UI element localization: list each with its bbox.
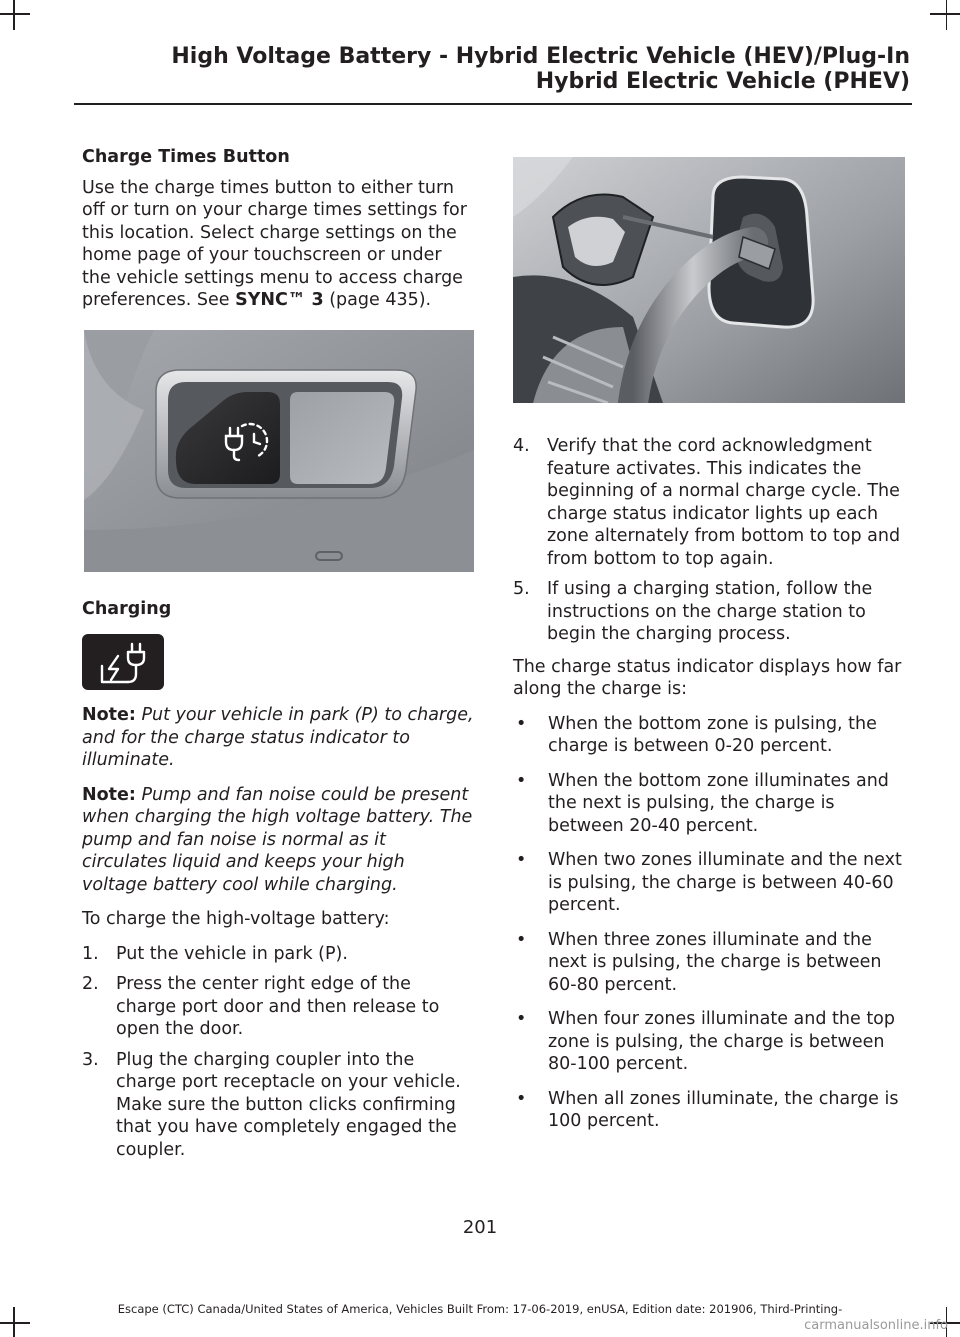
step-item — [82, 943, 474, 966]
step-item — [82, 1049, 474, 1162]
bullet-text: When four zones illuminate and the top zone is pulsing, the charge is between 80-100 percent. — [548, 1009, 896, 1074]
bullet-dot: • — [516, 1088, 527, 1109]
list-item — [513, 1088, 909, 1133]
list-item — [513, 1008, 909, 1076]
crop-mark — [946, 0, 948, 30]
list-item — [513, 849, 909, 917]
note-text: Put your vehicle in park (P) to charge, and for the charge status indicator to illuminate. — [82, 705, 474, 770]
section-heading-charging: Charging — [82, 598, 172, 619]
charging-coupler-figure — [513, 157, 905, 403]
note-label: Note: — [82, 705, 136, 725]
step-text: Press the center right edge of the charge port door and then release to open the door. — [116, 974, 440, 1039]
crop-mark — [13, 0, 15, 30]
section-heading-charge-times: Charge Times Button — [82, 147, 290, 167]
step-item — [82, 973, 474, 1041]
crop-mark — [0, 13, 30, 15]
step-number: 3. — [82, 1049, 99, 1070]
list-item — [513, 770, 909, 838]
edition-footer: Escape (CTC) Canada/United States of America, Vehicles Built From: 17-06-2019, enUSA, Edition date: 201906, Third-Printing- — [117, 1302, 843, 1316]
charge-times-paragraph — [82, 177, 474, 312]
note-label: Note: — [82, 784, 136, 805]
charge-intro: To charge the high-voltage battery: — [82, 909, 390, 929]
note-pump-noise — [82, 784, 474, 897]
list-item — [513, 929, 909, 997]
bullet-text: When three zones illuminate and the next is pulsing, the charge is between 60-80 percent. — [548, 929, 882, 995]
bullet-dot: • — [516, 1009, 527, 1029]
step-item — [513, 435, 909, 570]
list-item — [513, 713, 909, 758]
sync-reference-link[interactable]: SYNC™ 3 — [235, 290, 324, 310]
bullet-text: When the bottom zone illuminates and the next is pulsing, the charge is between 20-40 percent. — [548, 770, 889, 836]
step-text: Put the vehicle in park (P). — [116, 943, 348, 964]
bullet-text: When all zones illuminate, the charge is 100 percent. — [548, 1088, 899, 1131]
header-rule — [74, 103, 912, 105]
left-column — [82, 146, 474, 1169]
page-header — [80, 44, 910, 94]
step-text: Plug the charging coupler into the charge port receptacle on your vehicle. Make sure the button clicks confirming that you have completely engaged the coupler. — [116, 1049, 461, 1160]
note-text: Pump and fan noise could be present when charging the high voltage battery. The pump and fan noise is normal as it circulates liquid and keeps your high voltage battery cool while charging. — [82, 784, 473, 895]
step-number: 5. — [513, 579, 530, 599]
plug-lightning-icon — [82, 634, 164, 690]
charge-times-text: Use the charge times button to either turn off or turn on your charge times settings for this location. Select charge settings on the home page of your touchscreen or under the vehicle settings menu to access charge preferences. See — [82, 177, 467, 310]
step-text: Verify that the cord acknowledgment feature activates. This indicates the beginning of a normal charge cycle. The charge status indicator lights up each zone alternately from bottom to top and from bottom to top again. — [547, 436, 901, 569]
watermark: carmanualsonline.info — [804, 1318, 948, 1333]
note-park — [82, 704, 474, 772]
bullet-dot: • — [516, 929, 527, 950]
header-title-line2: Hybrid Electric Vehicle (PHEV) — [535, 69, 910, 94]
step-number: 2. — [82, 974, 99, 994]
page-reference: (page 435). — [323, 290, 432, 310]
bullet-dot: • — [516, 713, 527, 734]
step-item — [513, 578, 909, 646]
bullet-dot: • — [516, 770, 527, 791]
bullet-text: When two zones illuminate and the next is pulsing, the charge is between 40-60 percent. — [548, 850, 902, 915]
step-text: If using a charging station, follow the instructions on the charge station to begin the charging process. — [547, 579, 873, 644]
bullet-dot: • — [516, 850, 527, 870]
charge-times-button-figure — [84, 330, 474, 572]
right-column — [513, 157, 909, 1145]
step-number: 4. — [513, 436, 530, 456]
bullet-text: When the bottom zone is pulsing, the charge is between 0-20 percent. — [548, 713, 877, 756]
step-number: 1. — [82, 943, 99, 964]
header-title-line1: High Voltage Battery - Hybrid Electric Vehicle (HEV)/Plug-In — [171, 44, 910, 69]
page-number: 201 — [462, 1217, 498, 1238]
status-intro: The charge status indicator displays how far along the charge is: — [513, 656, 902, 699]
crop-mark — [0, 1322, 30, 1324]
